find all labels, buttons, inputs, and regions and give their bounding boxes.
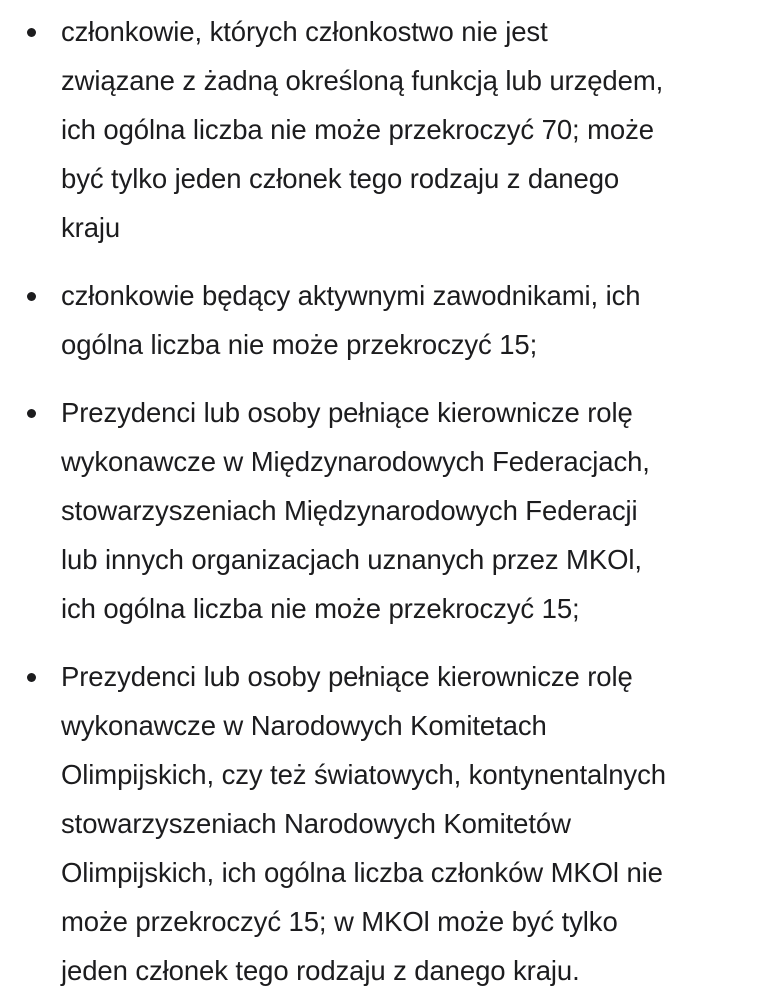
text-line: jeden członek tego rodzaju z danego kraju.	[61, 955, 580, 986]
bullet-icon	[27, 409, 36, 418]
text-line: ich ogólna liczba nie może przekroczyć 15;	[61, 593, 580, 624]
list-item-text	[61, 271, 752, 369]
text-line: wykonawcze w Narodowych Komitetach	[61, 710, 547, 741]
text-line: związane z żadną określoną funkcją lub urzędem,	[61, 65, 664, 96]
list-item-text	[61, 7, 752, 252]
list-item	[0, 7, 776, 252]
text-line: Prezydenci lub osoby pełniące kierownicze rolę	[61, 661, 633, 692]
text-line: Olimpijskich, czy też światowych, kontynentalnych	[61, 759, 666, 790]
bullet-icon	[27, 292, 36, 301]
text-line: Prezydenci lub osoby pełniące kierownicze rolę	[61, 397, 633, 428]
bullet-list	[0, 7, 776, 995]
bullet-icon	[27, 28, 36, 37]
text-line: może przekroczyć 15; w MKOl może być tylko	[61, 906, 618, 937]
text-line: lub innych organizacjach uznanych przez MKOl,	[61, 544, 642, 575]
text-line: ogólna liczba nie może przekroczyć 15;	[61, 329, 538, 360]
list-item	[0, 652, 776, 995]
text-line: być tylko jeden członek tego rodzaju z danego	[61, 163, 620, 194]
text-line: stowarzyszeniach Narodowych Komitetów	[61, 808, 571, 839]
text-line: wykonawcze w Międzynarodowych Federacjach,	[61, 446, 650, 477]
list-item-text	[61, 388, 752, 633]
list-item-text	[61, 652, 752, 995]
text-line: Olimpijskich, ich ogólna liczba członków MKOl nie	[61, 857, 663, 888]
list-item	[0, 271, 776, 369]
text-line: członkowie, których członkostwo nie jest	[61, 16, 548, 47]
bullet-icon	[27, 673, 36, 682]
text-line: członkowie będący aktywnymi zawodnikami, ich	[61, 280, 641, 311]
text-line: ich ogólna liczba nie może przekroczyć 70; może	[61, 114, 654, 145]
text-line: kraju	[61, 212, 121, 243]
list-item	[0, 388, 776, 633]
text-line: stowarzyszeniach Międzynarodowych Federacji	[61, 495, 638, 526]
